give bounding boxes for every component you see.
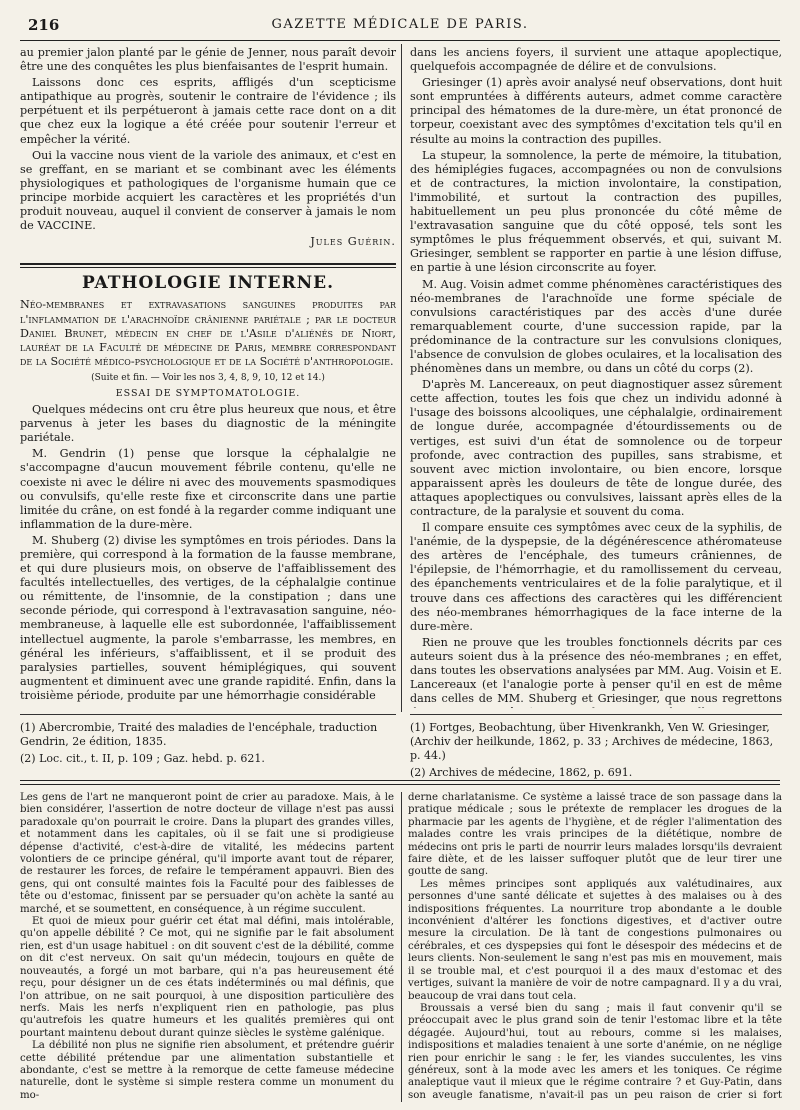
paragraph: Oui la vaccine nous vient de la variole des animaux, et c'est en se greffant, en se mariant et se combinant avec les éléments physiologiques et pathologiques de l'organisme humain que ce principe morbide acquiert les caractères et les propriétés d'un produit nouveau, auquel il convient de conserver à jamais le nom de VACCINE. (20, 148, 396, 233)
footnotes-right (410, 714, 782, 780)
paragraph: Il compare ensuite ces symptômes avec ceux de la syphilis, de l'anémie, de la dyspepsie, de la dégénérescence athéromateuse des artères de l'encéphale, des tumeurs crâniennes, de l'épilepsie, de l'hémorrhagie, et du ramollissement du cerveau, des épanchements ventriculaires et de la folie paralytique, et il trouve dans ces affections des caractères qui les différencient des néo-membranes hémorrhagiques de la face interne de la dure-mère. (410, 521, 782, 633)
section-divider (20, 263, 396, 265)
author-signature: Jules Guérin. (310, 235, 396, 249)
paragraph: Quelques médecins ont cru être plus heureux que nous, et être parvenus à jeter les bases du diagnostic de la méningite pariétale. (20, 403, 396, 445)
feuilleton-divider (20, 780, 780, 781)
right-column (410, 46, 782, 708)
paragraph: dans les anciens foyers, il survient une attaque apoplectique, quelquefois accompagnée de délire et de convulsions. (410, 46, 782, 74)
left-column (20, 46, 396, 708)
paragraph: D'après M. Lancereaux, on peut diagnostiquer assez sûrement cette affection, toutes les fois que chez un individu adonné à l'usage des boissons alcooliques, une céphalalgie, ordinairement de longue durée, accompagnée d'étourdissements ou de vertiges, est suivi d'un état de somnolence ou de torpeur profonde, avec contraction des pupilles, sans strabisme, et souvent avec miction involontaire, ou bien encore, lorsque apparaissent après les douleurs de tête de longue durée, des attaques apoplectiques ou convulsives, laissant après elles de la contracture, de la paralysie et souvent du coma. (410, 378, 782, 518)
paragraph: Laissons donc ces esprits, affligés d'un scepticisme antipathique au progrès, soutenir le contraire de l'évidence ; ils perpétuent et ils perpétueront à jamais cette race dont on a dit que chez eux la logique a été créée pour soutenir l'erreur et empêcher la vérité. (20, 76, 396, 146)
footnote: (2) Loc. cit., t. II, p. 109 ; Gaz. hebd. p. 621. (20, 752, 265, 765)
continuation-note: (Suite et fin. — Voir les nos 3, 4, 8, 9, 10, 12 et 14.) (91, 372, 325, 383)
paragraph: Et quoi de mieux pour guérir cet état mal défini, mais intolérable, qu'on appelle débilité ? Ce mot, qui ne signifie par le fait absolument rien, est d'un usage habituel : on dit souvent c'est de la débilité, comme on dit c'est nerveux. On sait qu'un médecin, toujours en quête de nouveautés, a forgé un mot barbare, qui n'a pas heureusement été reçu, pour désigner un de ces états indéterminés ou mal définis, que l'on attribue, on ne sait pourquoi, à une disposition particulière des nerfs. Mais les nerfs n'expliquent rien en pathologie, pas plus qu'autrefois les quatre humeurs et les qualités premières qui ont pourtant maintenu debout durant quinze siècles le système galénique. (20, 916, 394, 1039)
subheading: ESSAI DE SYMPTOMATOLOGIE. (115, 387, 301, 399)
feuilleton-right-column (408, 792, 782, 1102)
page-header (20, 14, 780, 41)
paragraph: M. Shuberg (2) divise les symptômes en trois périodes. Dans la première, qui correspond à la formation de la fausse membrane, et qui dure plusieurs mois, on observe de l'affaiblissement des facultés intellectuelles, des vertiges, de la céphalalgie continue ou rémittente, de l'insomnie, de la constipation ; dans une seconde période, qui correspond à l'extravasation sanguine, néo-membraneuse, à laquelle elle est subordonnée, l'affaiblissement intellectuel augmente, la parole s'embarrasse, les membres, en général les inférieurs, s'affaiblissent, et il se produit des paralysies partielles, souvent hémiplégiques, qui souvent augmentent et diminuent avec une grande rapidité. Enfin, dans la troisième période, produite par une hémorrhagie considérable (20, 533, 396, 702)
footnote: (2) Archives de médecine, 1862, p. 691. (410, 766, 633, 779)
section-divider-thin (20, 267, 396, 268)
paragraph: derne charlatanisme. Ce système a laissé trace de son passage dans la pratique médicale ; sous le prétexte de remplacer les drogues de la pharmacie par les agents de l'hygiène, et de régler l'alimentation des malades contre les vrais principes de la diététique, nombre de médecins ont pris le parti de nourrir leurs malades lorsqu'ils devraient faire diète, et de les laisser suffoquer plutôt que de leur tirer une goutte de sang. (408, 792, 782, 878)
paragraph: Broussais a versé bien du sang ; mais il faut convenir qu'il se préoccupait avec le plus grand soin de tenir l'estomac libre et la tête dégagée. Aujourd'hui, tout au rebours, comme si les malaises, indispositions et maladies tenaient à une sorte d'anémie, on ne néglige rien pour enrichir le sang : le fer, les viandes succulentes, les vins généreux, sont à la mode avec les amers et les toniques. Ce régime analeptique vaut il mieux que le régime contraire ? et Guy-Patin, dans son aveugle fanatisme, n'avait-il pas un peu raison de crier si fort (408, 1002, 782, 1101)
column-divider (401, 44, 402, 712)
page-number: 216 (28, 16, 60, 34)
paragraph: Les gens de l'art ne manqueront point de crier au paradoxe. Mais, à le bien considérer, l'assertion de notre docteur de village n'est pas aussi paradoxale qu'on pourrait le croire. Dans la plupart des grandes villes, et notamment dans les capitales, où il se fait une si prodigieuse dépense d'activité, c'est-à-dire de vitalité, les médecins partent volontiers de ce principe général, qu'il importe avant tout de réparer, de restaurer les forces, de refaire le tempérament appauvri. Bien des gens, qui ont consulté maintes fois la Faculté pour des faiblesses de tête ou d'estomac, finissent par se persuader qu'on achète la santé au marché, et se soumettent, en conséquence, à un régime succulent. (20, 792, 394, 915)
paragraph: Griesinger (1) après avoir analysé neuf observations, dont huit sont empruntées à différents auteurs, admet comme caractère principal des hématomes de la dure-mère, un état prononcé de torpeur, coexistant avec des symptômes d'excitation tels qu'il en résulte au moins la contraction des pupilles. (410, 76, 782, 146)
paragraph: Les mêmes principes sont appliqués aux valétudinaires, aux personnes d'une santé délicate et sujettes à des malaises ou à des indispositions fréquentes. La nourriture trop abondante a le double inconvénient d'altérer les fonctions digestives, et d'activer outre mesure la circulation. De là tant de congestions pulmonaires ou cérébrales, et ces dyspepsies qui font le désespoir des médecins et de leurs clients. Non-seulement le sang n'est pas mis en mouvement, mais il se trouble mal, et c'est pourquoi il a des maux d'estomac et des vertiges, suivant la manière de voir de notre campagnard. Il y a du vrai, beaucoup de vrai dans tout cela. (408, 878, 782, 1002)
paragraph: M. Aug. Voisin admet comme phénomènes caractéristiques des néo-membranes de l'arachnoïde une forme spéciale de convulsions caractéristiques par des accès d'une durée remarquablement courte, d'une succession rapide, par la prédominance de la contracture sur les convulsions cloniques, l'absence de convulsion de globes oculaires, et la localisation des phénomènes dans un membre, ou dans un côté du corps (2). (410, 277, 782, 376)
footnotes-left (20, 714, 396, 766)
paragraph: M. Gendrin (1) pense que lorsque la céphalalgie ne s'accompagne d'aucun mouvement fébrile contenu, qu'elle ne coexiste ni avec le délire ni avec des mouvements spasmodiques ou convulsifs, qu'elle reste fixe et circonscrite dans une partie limitée du crâne, on est fondé à la regarder comme indiquant une inflammation de la dure-mère. (20, 447, 396, 531)
paragraph: Rien ne prouve que les troubles fonctionnels décrits par ces auteurs soient dus à la présence des néo-membranes ; en effet, dans toutes les observations analysées par MM. Aug. Voisin et E. Lancereaux (et l'analogie porte à penser qu'il en est de même dans celles de MM. Shuberg et Griesinger, que nous regrettons (410, 635, 782, 706)
feuilleton-column-divider (401, 792, 402, 1102)
journal-title: GAZETTE MÉDICALE DE PARIS. (271, 17, 529, 32)
footnote: (1) Abercrombie, Traité des maladies de l'encéphale, traduction Gendrin, 2e édition, 1835. (20, 721, 378, 748)
footnote: (1) Fortges, Beobachtung, über Hivenkrankh, Ven W. Griesinger, (Archiv der heilkunde, 1862, p. 33 ; Archives de médecine, 1863, p. 44.) (410, 721, 774, 762)
paragraph: La débilité non plus ne signifie rien absolument, et prétendre guérir cette débilité prétendue par une alimentation substantielle et abondante, c'est se mettre à la remorque de cette fameuse médecine naturelle, dont le système si simple restera comme un monument du mo- (20, 1040, 394, 1101)
article-title: Néo-membranes et extravasations sanguines produites par l'inflammation de l'arachnoïde crânienne pariétale ; par le docteur Daniel Brunet, médecin en chef de l'Asile d'aliénés de Niort, lauréat de la Faculté de médecine de Paris, membre correspondant de la Société médico-psychologique et de la Société d'anthropologie. (20, 298, 396, 368)
feuilleton-divider-thin (20, 784, 780, 785)
paragraph: au premier jalon planté par le génie de Jenner, nous paraît devoir être une des conquêtes les plus bienfaisantes de l'esprit humain. (20, 46, 396, 74)
section-title: PATHOLOGIE INTERNE. (81, 273, 335, 294)
feuilleton-left-column (20, 792, 394, 1102)
paragraph: La stupeur, la somnolence, la perte de mémoire, la titubation, des hémiplégies fugaces, accompagnées ou non de convulsions et de contractures, la miction involontaire, la constipation, l'immobilité, et surtout la contraction des pupilles, habituellement un peu plus prononcée du côté même de l'extravasation sanguine que du côté opposé, tels sont les symptômes le plus fréquemment observés, et qui, suivant M. Griesinger, semblent se rapporter en partie à une lésion diffuse, en partie à une lésion circonscrite au foyer. (410, 148, 782, 275)
